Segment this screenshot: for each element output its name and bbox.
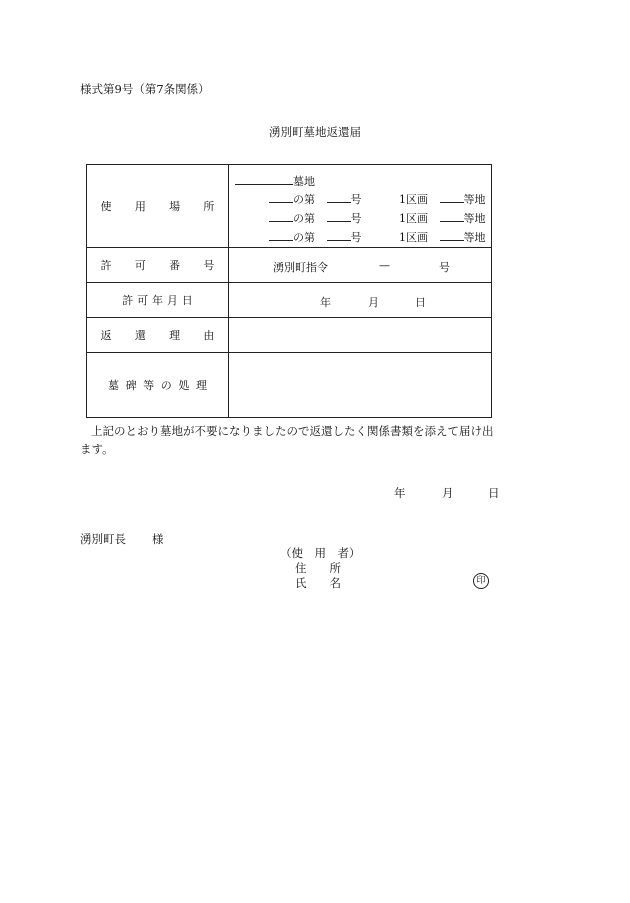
return-reason-label: 返 還 理 由 <box>87 318 229 353</box>
location-no-dai: の第 <box>293 231 315 244</box>
permit-prefix: 湧別町指令 <box>273 261 328 274</box>
location-row <box>87 165 492 248</box>
monument-handling-label: 墓碑等の処理 <box>87 353 229 418</box>
return-reason-row <box>87 318 492 353</box>
location-no-dai: の第 <box>293 193 315 206</box>
submission-month: 月 <box>442 486 454 500</box>
permit-number-row <box>87 248 492 283</box>
location-line-3 <box>269 229 486 245</box>
permit-dash: — <box>379 259 390 272</box>
location-tochi: 等地 <box>463 193 486 206</box>
submission-day: 日 <box>488 486 500 500</box>
user-heading: （使 用 者） <box>280 546 361 560</box>
location-blank[interactable] <box>440 192 464 203</box>
cemetery-suffix: 墓地 <box>293 175 315 188</box>
seal-mark: 印 <box>473 573 489 589</box>
location-blank[interactable] <box>440 230 464 241</box>
document-title: 湧別町墓地返還届 <box>269 125 361 139</box>
permit-number-label: 許 可 番 号 <box>87 248 229 283</box>
location-value <box>229 165 492 248</box>
location-blank[interactable] <box>327 230 351 241</box>
monument-handling-row <box>87 353 492 418</box>
location-tochi: 等地 <box>463 231 486 244</box>
permit-number-value[interactable] <box>229 248 492 283</box>
location-tochi: 等地 <box>463 212 486 225</box>
permit-go: 号 <box>439 261 450 274</box>
location-blank[interactable] <box>269 211 293 222</box>
location-no-dai: の第 <box>293 212 315 225</box>
permit-date-month: 月 <box>368 296 379 309</box>
addressee-name: 湧別町長 <box>80 532 126 546</box>
cemetery-name-blank[interactable] <box>235 174 293 185</box>
user-address-label: 住 所 <box>295 561 341 575</box>
location-go: 号 <box>350 193 362 206</box>
location-kukaku: 1区画 <box>399 231 428 244</box>
location-blank[interactable] <box>327 192 351 203</box>
permit-date-year: 年 <box>320 296 331 309</box>
permit-date-value[interactable] <box>229 283 492 318</box>
return-form-table <box>86 164 492 418</box>
user-name-label: 氏 名 <box>295 576 341 590</box>
location-line-1 <box>269 191 486 207</box>
permit-date-row <box>87 283 492 318</box>
location-label: 使 用 場 所 <box>87 165 229 248</box>
location-line-2 <box>269 210 486 226</box>
permit-date-label: 許可年月日 <box>87 283 229 318</box>
addressee <box>80 531 164 547</box>
location-blank[interactable] <box>327 211 351 222</box>
submission-year: 年 <box>394 486 406 500</box>
location-kukaku: 1区画 <box>399 193 428 206</box>
form-number: 様式第9号（第7条関係） <box>80 82 210 96</box>
location-kukaku: 1区画 <box>399 212 428 225</box>
permit-date-day: 日 <box>415 296 426 309</box>
location-go: 号 <box>350 231 362 244</box>
declaration-statement: 上記のとおり墓地が不要になりましたので返還したく関係書類を添えて届け出ます。 <box>80 424 494 456</box>
location-go: 号 <box>350 212 362 225</box>
addressee-honorific: 様 <box>152 532 164 546</box>
location-blank[interactable] <box>440 211 464 222</box>
monument-handling-value[interactable] <box>229 353 492 418</box>
location-blank[interactable] <box>269 192 293 203</box>
return-reason-value[interactable] <box>229 318 492 353</box>
location-blank[interactable] <box>269 230 293 241</box>
